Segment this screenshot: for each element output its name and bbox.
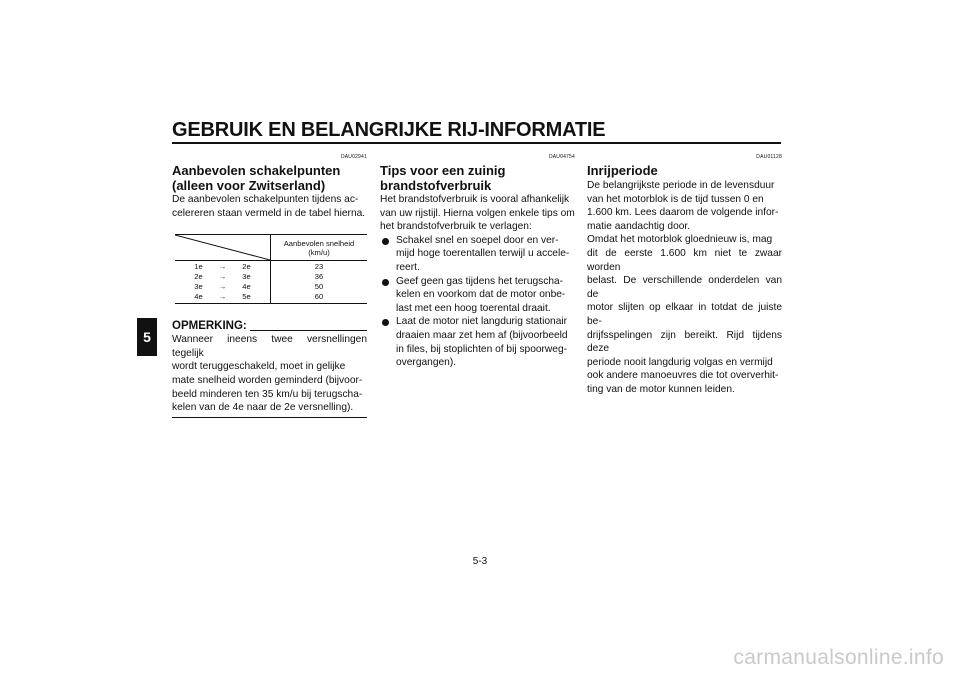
section-text: De belangrijkste periode in de levensduur van het motorblok is de tijd tussen 0 en 1.600 km. Lees daarom de volgende infor- matie aandachtig door. Omdat het motorblok gloednieuw is, mag dit de eerste 1.600 km niet te zwaar worden belast. De verschillende onderdelen van de motor slijten op elkaar in totdat de juiste be- drijfsspelingen zijn bereikt. Rijd tijdens deze periode nooit langdurig volgas en vermijd ook andere manoeuvres die tot oververhit- ting van de motor kunnen leiden. bbox=[587, 180, 782, 395]
list-item bbox=[380, 234, 575, 275]
section-code: DAU04754 bbox=[548, 154, 575, 160]
table-header-speed bbox=[271, 235, 368, 261]
page-title: GEBRUIK EN BELANGRIJKE RIJ-INFORMATIE bbox=[172, 119, 606, 141]
title-rule bbox=[172, 142, 781, 144]
section-intro: De aanbevolen schakelpunten tijdens ac- celereren staan vermeld in de tabel hierna. bbox=[172, 194, 366, 219]
gear-from: 2e bbox=[194, 271, 203, 281]
table-header-row bbox=[175, 235, 367, 261]
arrow-right-icon: → bbox=[218, 261, 227, 271]
table-header-line2: (km/u) bbox=[308, 247, 330, 257]
table-header-line1: Aanbevolen snelheid bbox=[283, 238, 355, 248]
section-heading-line1: Tips voor een zuinig bbox=[380, 163, 506, 178]
arrow-right-icon: → bbox=[218, 291, 227, 301]
table-row bbox=[175, 271, 367, 281]
note-rule bbox=[250, 330, 367, 331]
gear-from: 3e bbox=[194, 281, 203, 291]
list-item bbox=[380, 315, 575, 369]
note-title: OPMERKING: bbox=[172, 320, 247, 333]
note-text: Wanneer ineens twee versnellingen tegelijk wordt teruggeschakeld, moet in gelijke mate snelheid worden geminderd (bijvoor- beeld minderen ten 35 km/u bij terugscha- kelen van de 4e naar de 2e versnelling). bbox=[172, 334, 367, 414]
list-item-text: Schakel snel en soepel door en ver- mijd hoge toerentallen terwijl u accele- reert. bbox=[396, 234, 570, 273]
table-row bbox=[175, 291, 367, 304]
section-heading-line2: brandstofverbruik bbox=[380, 178, 492, 193]
chapter-tab: 5 bbox=[137, 318, 157, 356]
speed-value: 60 bbox=[271, 291, 368, 304]
speed-value: 36 bbox=[314, 271, 324, 281]
gear-from: 4e bbox=[194, 291, 203, 301]
note-bottom-rule bbox=[172, 417, 367, 418]
section-break-in bbox=[587, 154, 782, 397]
gear-to: 3e bbox=[242, 271, 251, 281]
watermark: carmanualsonline.info bbox=[733, 646, 944, 669]
shift-points-table bbox=[175, 234, 367, 304]
gear-to: 2e bbox=[242, 261, 251, 271]
tips-list bbox=[380, 234, 575, 370]
section-code: DAU01128 bbox=[756, 154, 782, 160]
page-number: 5-3 bbox=[472, 556, 488, 567]
gear-to: 4e bbox=[242, 281, 251, 291]
gear-from: 1e bbox=[194, 261, 203, 271]
section-intro: Het brandstofverbruik is vooral afhankelijk van uw rijstijl. Hierna volgen enkele tips om het brandstofverbruik te verlagen: bbox=[380, 194, 575, 233]
section-code: DAU02941 bbox=[340, 154, 367, 160]
section-fuel-tips bbox=[380, 154, 575, 370]
bullet-icon bbox=[382, 279, 389, 286]
speed-value: 50 bbox=[314, 281, 324, 291]
arrow-right-icon: → bbox=[218, 271, 227, 281]
table-row bbox=[175, 261, 367, 272]
arrow-right-icon: → bbox=[218, 281, 227, 291]
list-item bbox=[380, 275, 575, 316]
bullet-icon bbox=[382, 319, 389, 326]
section-heading-line2: (alleen voor Zwitserland) bbox=[172, 178, 326, 193]
section-heading: Inrijperiode bbox=[587, 163, 658, 178]
table-header-corner bbox=[175, 235, 271, 261]
gear-to: 5e bbox=[242, 291, 251, 301]
note-box bbox=[172, 320, 367, 418]
diagonal-line bbox=[175, 235, 270, 260]
bullet-icon bbox=[382, 238, 389, 245]
list-item-text: Laat de motor niet langdurig stationair draaien maar zet hem af (bijvoorbeeld in files, bij stoplichten of bij spoorweg- overgangen). bbox=[396, 316, 568, 369]
table-row bbox=[175, 281, 367, 291]
section-shift-points bbox=[172, 154, 367, 418]
list-item-text: Geef geen gas tijdens het terugscha- kelen en voorkom dat de motor onbe- last met een hoog toerental draait. bbox=[396, 275, 566, 314]
section-heading-line1: Aanbevolen schakelpunten bbox=[172, 163, 341, 178]
speed-value: 23 bbox=[314, 261, 324, 271]
